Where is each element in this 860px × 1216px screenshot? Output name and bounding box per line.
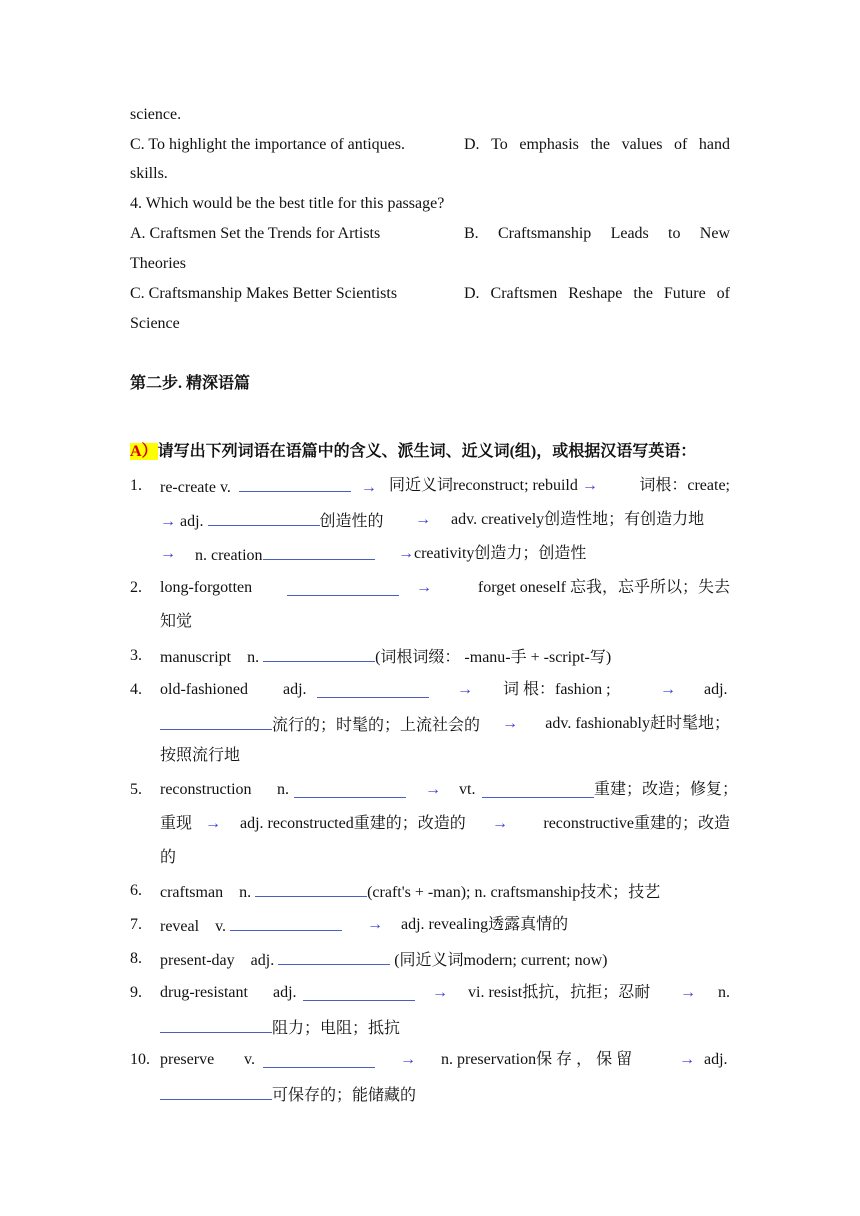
answer-blank[interactable] [255,881,367,897]
arrow-icon: → [492,815,508,832]
arrow-wrap [416,578,432,598]
item-4-adj: adj. [704,681,728,698]
instruction [130,442,696,462]
arrow-icon: → [205,815,221,832]
item-2-note-cont: 知觉 [160,613,193,630]
item-1-line-1: re-create v. → [160,476,377,498]
item-number: 10. [130,1051,150,1068]
item-5-pos: n. [277,781,289,798]
answer-blank[interactable] [263,1052,375,1068]
item-8-line: present-day adj. (同近义词modern; current; now) [160,949,607,971]
item-4-cont: 按照流行地 [160,747,241,764]
arrow-wrap [679,1050,695,1070]
creativity-note: →creativity创造力；创造性 [398,545,587,562]
item-3-line: manuscript n. (词根词缀： -manu-手 + -script-写) [160,646,611,668]
item-7-line: reveal v. [160,915,342,937]
item-4-pos: adj. [283,681,307,698]
item-4-word: old-fashioned [160,681,248,698]
item-5-verb: vt. [459,781,476,798]
item-10-pos: v. [244,1051,255,1068]
q4-option-b: B. Craftsmanship Leads to New [464,225,730,242]
option-b-continuation: science. [130,106,182,123]
arrow-icon: → [400,1051,416,1068]
answer-blank[interactable] [239,476,351,492]
q3-option-c: C. To highlight the importance of antiques. [130,136,405,153]
item-10-adj: adj. [704,1051,728,1068]
answer-blank[interactable] [263,646,375,662]
item-1-line-3 [160,544,176,564]
answer-blank[interactable] [482,782,594,798]
arrow-icon: → [425,781,441,798]
answer-blank[interactable] [294,782,406,798]
arrow-icon: → [432,984,448,1001]
arrow-icon: → [160,513,176,530]
item-1-line-2: → adj. 创造性的 [160,510,384,532]
arrow-icon: → [502,715,518,732]
item-number: 9. [130,984,142,1001]
answer-blank[interactable] [303,985,415,1001]
arrow-wrap [425,780,441,800]
instruction-text: 请写出下列词语在语篇中的含义、派生词、近义词(组)，或根据汉语写英语： [157,443,697,460]
arrow-wrap [400,1050,416,1070]
arrow-icon: → [660,681,676,698]
item-number: 6. [130,882,142,899]
item-5-word: reconstruction [160,781,252,798]
arrow-icon: → [160,545,176,562]
q4-question: 4. Which would be the best title for this passage? [130,195,445,212]
q3-option-d-continuation: skills. [130,165,168,182]
item-9-pos: adj. [273,984,297,1001]
synonym-note: 同近义词reconstruct; rebuild → [389,477,598,494]
arrow-icon: → [457,681,473,698]
arrow-wrap [415,510,431,530]
arrow-wrap [457,680,473,700]
item-10-line-2: 可保存的；能储藏的 [160,1084,416,1106]
item-number: 3. [130,647,142,664]
arrow-wrap [502,714,518,734]
item-2-note: forget oneself 忘我，忘乎所以；失去 [477,579,730,596]
q4-option-d: D. Craftsmen Reshape the Future of [464,285,730,302]
item-number: 2. [130,579,142,596]
section-title: 第二步. 精深语篇 [130,375,251,392]
item-number: 4. [130,681,142,698]
item-number: 1. [130,477,142,494]
answer-blank[interactable] [208,510,320,526]
adverb-note: adv. creatively创造性地；有创造力地 [451,511,705,528]
item-9-verb: vi. resist抵抗，抗拒；忍耐 [468,984,651,1001]
arrow-wrap [432,983,448,1003]
arrow-wrap [492,814,508,834]
root-note: 词根：create; [639,477,730,494]
item-5-meaning-cont: 重现 [160,815,193,832]
q4-option-d-continuation: Science [130,315,180,332]
instruction-tag: A） [130,443,158,460]
item-number: 7. [130,916,142,933]
item-5-meaning: 重建；改造；修复； [594,781,739,798]
arrow-wrap [660,680,676,700]
item-10-word: preserve [160,1051,215,1068]
q4-option-a: A. Craftsmen Set the Trends for Artists [130,225,381,242]
arrow-icon: → [680,984,696,1001]
answer-blank[interactable] [263,544,375,560]
answer-blank[interactable] [230,915,342,931]
arrow-icon: → [679,1051,695,1068]
item-4-adverb: adv. fashionably赶时髦地； [545,715,730,732]
item-9-line-2: 阻力；电阻；抵抗 [160,1017,400,1039]
arrow-icon: → [360,479,377,496]
answer-blank[interactable] [160,1084,272,1100]
arrow-wrap [205,814,221,834]
item-9-word: drug-resistant [160,984,248,1001]
item-6-line: craftsman n. (craft's + -man); n. craftsmanship技术；技艺 [160,881,660,903]
arrow-icon: → [581,477,598,494]
item-7-adj: adj. revealing透露真情的 [401,916,569,933]
arrow-icon: → [398,545,414,562]
arrow-wrap [367,915,383,935]
item-5-adj-2: reconstructive重建的；改造 [543,815,730,832]
item-number: 8. [130,950,142,967]
item-2-word: long-forgotten [160,579,253,596]
q3-option-d: D. To emphasis the values of hand [464,136,730,153]
answer-blank[interactable] [278,949,390,965]
answer-blank[interactable] [160,714,272,730]
arrow-icon: → [367,916,383,933]
answer-blank[interactable] [160,1017,272,1033]
item-9-noun: n. [718,984,730,1001]
item-5-cont: 的 [160,849,177,866]
item-10-noun: n. preservation保 存 ， 保 留 [441,1051,633,1068]
item-number: 5. [130,781,142,798]
q4-option-b-continuation: Theories [130,255,186,272]
item-5-adj: adj. reconstructed重建的；改造的 [240,815,466,832]
noun-note: n. creation [195,544,375,566]
item-4-line-2: 流行的；时髦的；上流社会的 [160,714,480,736]
q4-option-c: C. Craftsmanship Makes Better Scientists [130,285,398,302]
arrow-icon: → [416,579,432,596]
answer-blank[interactable] [317,682,429,698]
arrow-wrap [680,983,696,1003]
answer-blank[interactable] [287,580,399,596]
item-4-root: 词 根：fashion ; [503,681,611,698]
arrow-icon: → [415,511,431,528]
